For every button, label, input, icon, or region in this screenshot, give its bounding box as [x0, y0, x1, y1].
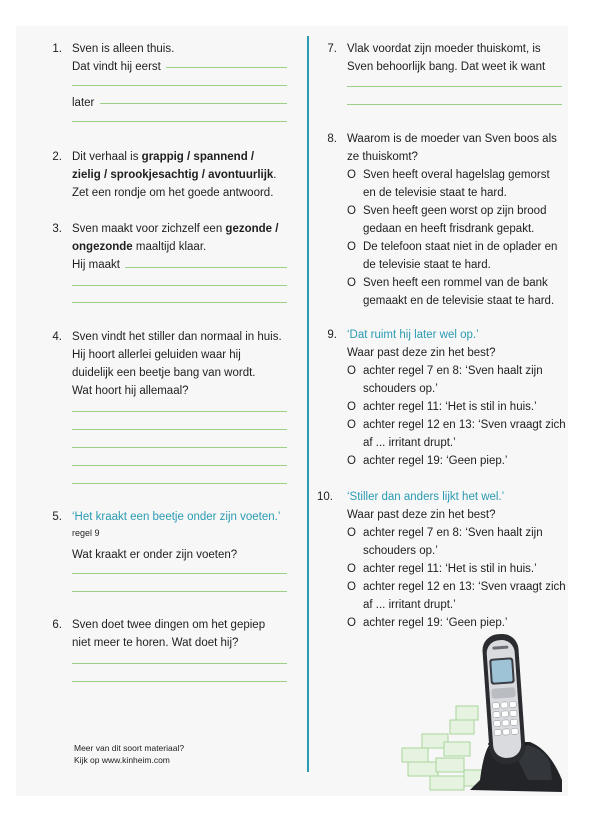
question-number: 10.	[317, 491, 333, 503]
answer-line[interactable]	[347, 86, 562, 87]
question-text: later	[72, 97, 95, 109]
option-text: gedaan en heeft frisdrank gepakt.	[363, 223, 535, 235]
answer-option[interactable]	[347, 166, 572, 202]
answer-line[interactable]	[72, 465, 287, 466]
answer-option[interactable]	[347, 398, 572, 416]
option-text: af ... irritant drupt.’	[363, 599, 456, 611]
option-circle[interactable]: O	[347, 205, 356, 217]
question-text: Waar past deze zin het best?	[347, 509, 496, 521]
option-text: Sven heeft geen worst op zijn brood	[363, 205, 547, 217]
answer-option[interactable]	[347, 238, 572, 274]
answer-line[interactable]	[72, 591, 287, 592]
answer-option[interactable]	[347, 452, 572, 470]
column-divider	[307, 36, 309, 772]
option-text: schouders op.’	[363, 545, 438, 557]
line-reference: regel 9	[72, 528, 100, 538]
answer-line[interactable]	[72, 121, 287, 122]
answer-line[interactable]	[72, 411, 287, 412]
option-circle[interactable]: O	[347, 617, 356, 629]
question-text: Zet een rondje om het goede antwoord.	[72, 187, 274, 199]
choice-options: ongezonde	[72, 241, 133, 253]
option-circle[interactable]: O	[347, 455, 356, 467]
question-text: Sven maakt voor zichzelf een	[72, 223, 226, 235]
question-text: ze thuiskomt?	[347, 151, 418, 163]
option-text: Sven heeft overal hagelslag gemorst	[363, 169, 550, 181]
answer-line[interactable]	[72, 429, 287, 430]
cordless-phone-icon	[400, 630, 568, 796]
question-text: Dat vindt hij eerst	[72, 61, 161, 73]
answer-option[interactable]	[347, 524, 572, 560]
option-text: de televisie staat te hard.	[363, 259, 491, 271]
option-text: achter regel 19: ‘Geen piep.’	[363, 617, 508, 629]
question-text: duidelijk een beetje bang van wordt.	[72, 367, 256, 379]
option-circle[interactable]: O	[347, 365, 356, 377]
option-circle[interactable]: O	[347, 419, 356, 431]
question-text: Wat kraakt er onder zijn voeten?	[72, 549, 238, 561]
question-number: 2.	[52, 151, 62, 163]
option-text: achter regel 7 en 8: ‘Sven haalt zijn	[363, 527, 543, 539]
question-text: Waarom is de moeder van Sven boos als	[347, 133, 557, 145]
answer-line[interactable]	[72, 302, 287, 303]
option-text: achter regel 19: ‘Geen piep.’	[363, 455, 508, 467]
question-text: Wat hoort hij allemaal?	[72, 385, 189, 397]
question-number: 7.	[327, 43, 337, 55]
option-text: achter regel 11: ‘Het is stil in huis.’	[363, 401, 537, 413]
answer-line[interactable]	[125, 267, 287, 268]
answer-line[interactable]	[166, 67, 287, 68]
question-text: Hij maakt	[72, 259, 120, 271]
option-text: achter regel 7 en 8: ‘Sven haalt zijn	[363, 365, 543, 377]
answer-option[interactable]	[347, 578, 572, 614]
choice-options: grappig / spannend /	[141, 151, 255, 163]
answer-line[interactable]	[100, 103, 287, 104]
answer-line[interactable]	[72, 447, 287, 448]
question-text: Sven doet twee dingen om het gepiep	[72, 619, 266, 631]
choice-options: gezonde /	[225, 223, 279, 235]
option-circle[interactable]: O	[347, 527, 356, 539]
footer	[74, 742, 184, 766]
option-text: gemaakt en de televisie staat te hard.	[363, 295, 555, 307]
phone-illustration	[400, 630, 568, 796]
quote-text: ‘Het kraakt een beetje onder zijn voeten.’	[72, 511, 281, 523]
question-text: Dit verhaal is	[72, 151, 142, 163]
answer-option[interactable]	[347, 416, 572, 452]
option-text: schouders op.’	[363, 383, 438, 395]
option-circle[interactable]: O	[347, 169, 356, 181]
quote-text: ‘Stiller dan anders lijkt het wel.’	[347, 491, 505, 503]
option-text: De telefoon staat niet in de oplader en	[363, 241, 558, 253]
question-text: Sven is alleen thuis.	[72, 43, 175, 55]
question-text: Vlak voordat zijn moeder thuiskomt, is	[347, 43, 541, 55]
answer-line[interactable]	[72, 663, 287, 664]
footer-text: Meer van dit soort materiaal?	[74, 743, 185, 753]
option-text: af ... irritant drupt.’	[363, 437, 456, 449]
question-text: .	[273, 169, 277, 181]
question-number: 9.	[327, 329, 337, 341]
answer-line[interactable]	[72, 285, 287, 286]
question-number: 6.	[52, 619, 62, 631]
option-text: Sven heeft een rommel van de bank	[363, 277, 548, 289]
option-circle[interactable]: O	[347, 241, 356, 253]
answer-line[interactable]	[347, 104, 562, 105]
footer-link[interactable]: Kijk op www.kinheim.com	[74, 755, 170, 765]
answer-line[interactable]	[72, 85, 287, 86]
option-circle[interactable]: O	[347, 277, 356, 289]
question-text: Hij hoort allerlei geluiden waar hij	[72, 349, 241, 361]
answer-option[interactable]	[347, 274, 572, 310]
option-circle[interactable]: O	[347, 581, 356, 593]
question-number: 8.	[327, 133, 337, 145]
question-text: Waar past deze zin het best?	[347, 347, 496, 359]
option-text: achter regel 12 en 13: ‘Sven vraagt zich	[363, 419, 566, 431]
answer-option[interactable]	[347, 362, 572, 398]
answer-line[interactable]	[72, 681, 287, 682]
question-number: 1.	[52, 43, 62, 55]
option-text: achter regel 11: ‘Het is stil in huis.’	[363, 563, 537, 575]
choice-options: zielig / sprookjesachtig / avontuurlijk	[72, 169, 274, 181]
answer-line[interactable]	[72, 573, 287, 574]
option-text: achter regel 12 en 13: ‘Sven vraagt zich	[363, 581, 566, 593]
question-number: 3.	[52, 223, 62, 235]
option-circle[interactable]: O	[347, 563, 356, 575]
quote-text: ‘Dat ruimt hij later wel op.’	[347, 329, 479, 341]
question-text: niet meer te horen. Wat doet hij?	[72, 637, 239, 649]
answer-line[interactable]	[72, 483, 287, 484]
question-text: Sven vindt het stiller dan normaal in huis.	[72, 331, 282, 343]
option-text: en de televisie staat te hard.	[363, 187, 507, 199]
answer-option[interactable]	[347, 202, 572, 238]
question-text: maaltijd klaar.	[132, 241, 207, 253]
question-number: 4.	[52, 331, 62, 343]
option-circle[interactable]: O	[347, 401, 356, 413]
question-text: Sven behoorlijk bang. Dat weet ik want	[347, 61, 546, 73]
answer-option[interactable]	[347, 560, 572, 578]
question-number: 5.	[52, 511, 62, 523]
